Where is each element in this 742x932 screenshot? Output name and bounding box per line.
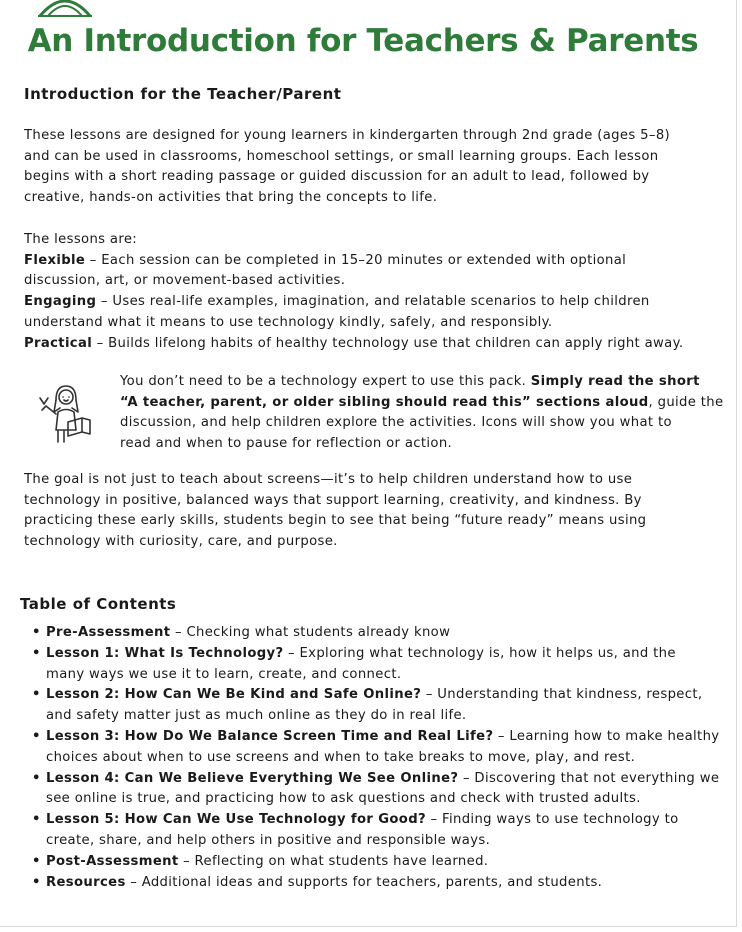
toc-item-title: Post-Assessment: [46, 853, 179, 869]
goal-line: technology in positive, balanced ways that support learning, creativity, and kindness. By: [24, 492, 642, 508]
page-title: An Introduction for Teachers & Parents: [27, 23, 699, 59]
quality-desc: – Each session can be completed in 15–20 minutes or extended with optional: [85, 252, 627, 268]
toc-item: • Lesson 2: How Can We Be Kind and Safe Online? – Understanding that kindness, respect, and safety matter just as much online as they do in real life.: [30, 685, 719, 727]
toc-item-desc: – Exploring what technology is, how it helps us, and the: [283, 645, 676, 661]
lesson-quality-item: [24, 251, 683, 272]
quality-desc: – Builds lifelong habits of healthy technology use that children can apply right away.: [92, 335, 684, 351]
toc-item-title: Lesson 5: How Can We Use Technology for Good?: [46, 812, 426, 828]
quality-desc: – Uses real-life examples, imagination, and relatable scenarios to help children: [96, 294, 650, 310]
toc-item-desc: – Additional ideas and supports for teachers, parents, and students.: [125, 874, 603, 890]
quality-term: Flexible: [24, 252, 86, 268]
toc-item-title: Lesson 3: How Do We Balance Screen Time and Real Life?: [46, 728, 494, 744]
toc-item-desc-cont: many ways we use it to learn, create, and connect.: [46, 666, 402, 682]
intro-heading: Introduction for the Teacher/Parent: [24, 85, 342, 103]
callout-emphasis: “A teacher, parent, or older sibling should read this” sections aloud: [120, 394, 649, 410]
intro-line: These lessons are designed for young learners in kindergarten through 2nd grade (ages 5–8): [24, 128, 671, 143]
goal-line: practicing these early skills, students begin to see that being “future ready” means using: [24, 513, 647, 529]
quality-term: Engaging: [24, 294, 97, 310]
toc-list: [30, 623, 719, 893]
toc-item-desc: – Learning how to make healthy: [493, 728, 720, 744]
toc-item-desc: – Discovering that not everything we: [458, 770, 720, 786]
quality-desc-cont: understand what it means to use technology kindly, safely, and responsibly.: [24, 314, 553, 330]
toc-item: • Resources – Additional ideas and supports for teachers, parents, and students.: [32, 874, 603, 890]
arch-decoration-icon: [36, 0, 94, 20]
intro-line: begins with a short reading passage or guided discussion for an adult to lead, followed by: [24, 169, 650, 185]
intro-paragraph: [24, 126, 670, 209]
quality-term: Practical: [24, 335, 93, 351]
toc-item: • Lesson 5: How Can We Use Technology for Good? – Finding ways to use technology to create, share, and help others in positive and responsible ways.: [30, 810, 719, 852]
toc-item-desc: – Reflecting on what students have learned.: [178, 853, 489, 869]
toc-item-desc-cont: create, share, and help others in positive and responsible ways.: [46, 832, 491, 848]
toc-item: • Post-Assessment – Reflecting on what students have learned.: [32, 853, 489, 869]
callout-text: You don’t need to be a technology expert to use this pack.: [120, 374, 531, 389]
callout-text: read and when to pause for reflection or action.: [120, 436, 453, 452]
callout-emphasis: Simply read the short: [530, 374, 700, 389]
toc-item-desc-cont: see online is true, and practicing how to ask questions and check with trusted adults.: [46, 791, 641, 807]
lessons-are-block: [24, 230, 683, 354]
toc-item-desc: – Finding ways to use technology to: [425, 812, 679, 828]
toc-item: • Lesson 4: Can We Believe Everything We See Online? – Discovering that not everything we see online is true, and practicing how to ask questions and check with trusted adults.: [30, 769, 719, 811]
toc-item-title: Lesson 1: What Is Technology?: [46, 645, 284, 661]
toc-item-title: Resources: [46, 874, 126, 890]
goal-line: The goal is not just to teach about screens—it’s to help children understand how to use: [24, 472, 633, 487]
quality-desc-cont: discussion, art, or movement-based activities.: [24, 273, 346, 289]
intro-line: and can be used in classrooms, homeschool settings, or small learning groups. Each lesson: [24, 148, 659, 164]
lessons-are-label: The lessons are:: [24, 232, 138, 247]
teacher-reading-icon: [34, 382, 98, 446]
intro-line: creative, hands-on activities that bring the concepts to life.: [24, 190, 438, 206]
lesson-quality-item: [24, 334, 683, 355]
toc-item: • Pre-Assessment – Checking what students already know: [32, 625, 451, 640]
goal-line: technology with curiosity, care, and purpose.: [24, 534, 338, 550]
goal-paragraph: [24, 470, 646, 553]
lesson-quality-item: [24, 292, 683, 313]
callout-text: discussion, and help children explore the activities. Icons will show you what to: [120, 415, 672, 431]
toc-item-desc: – Understanding that kindness, respect,: [421, 687, 703, 703]
toc-item: • Lesson 3: How Do We Balance Screen Time and Real Life? – Learning how to make healthy choices about when to use screens and when to take breaks to move, play, and rest.: [30, 727, 719, 769]
callout-paragraph: [120, 372, 723, 455]
toc-item-title: Lesson 4: Can We Believe Everything We See Online?: [46, 770, 459, 786]
toc-item-title: Pre-Assessment: [46, 625, 171, 640]
toc-heading: Table of Contents: [20, 595, 177, 613]
callout-text: , guide the: [648, 394, 724, 410]
toc-item-desc-cont: choices about when to use screens and when to take breaks to move, play, and rest.: [46, 749, 636, 765]
toc-item-title: Lesson 2: How Can We Be Kind and Safe Online?: [46, 687, 422, 703]
toc-item: • Lesson 1: What Is Technology? – Exploring what technology is, how it helps us, and the many ways we use it to learn, create, and connect.: [30, 644, 719, 686]
toc-item-desc-cont: and safety matter just as much online as they do in real life.: [46, 708, 467, 724]
toc-item-desc: – Checking what students already know: [170, 625, 451, 640]
